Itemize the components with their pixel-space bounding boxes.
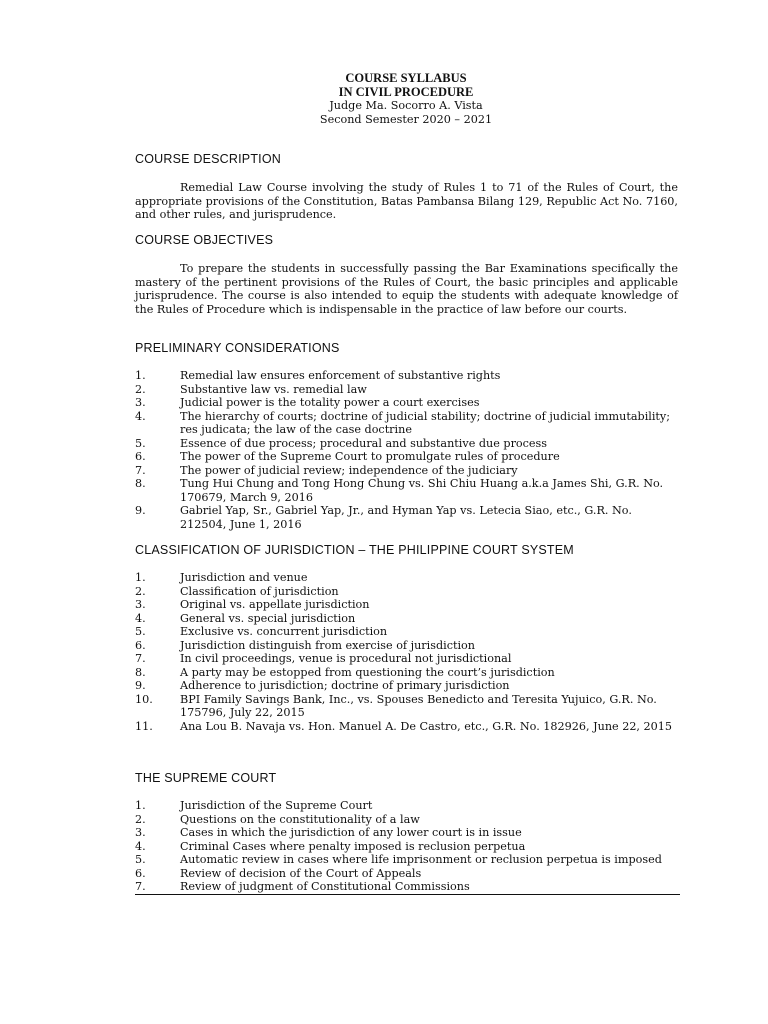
list-item bbox=[135, 437, 680, 451]
item-number: 2. bbox=[135, 382, 146, 396]
item-text: The power of judicial review; independence of the judiciary bbox=[180, 463, 518, 477]
supreme-court-heading: THE SUPREME COURT bbox=[135, 771, 277, 785]
item-text: Jurisdiction and venue bbox=[180, 571, 308, 584]
preliminary-list bbox=[135, 369, 680, 531]
item-number: 4. bbox=[135, 611, 146, 625]
instructor-name: Judge Ma. Socorro A. Vista bbox=[329, 99, 483, 112]
list-item bbox=[135, 396, 680, 410]
list-item bbox=[135, 679, 680, 693]
list-item bbox=[135, 853, 680, 867]
item-text: Gabriel Yap, Sr., Gabriel Yap, Jr., and Hyman Yap vs. Letecia Siao, etc., G.R. No. 212504, June 1, 2016 bbox=[180, 504, 632, 531]
list-item bbox=[135, 826, 680, 840]
item-text: Original vs. appellate jurisdiction bbox=[180, 598, 370, 611]
item-text: BPI Family Savings Bank, Inc., vs. Spouses Benedicto and Teresita Yujuico, G.R. No. 175796, July 22, 2015 bbox=[180, 692, 657, 719]
list-item bbox=[135, 504, 680, 531]
item-number: 7. bbox=[135, 652, 146, 665]
item-number: 9. bbox=[135, 504, 146, 517]
item-text: A party may be estopped from questioning the court’s jurisdiction bbox=[180, 665, 555, 679]
semester-label: Second Semester 2020 – 2021 bbox=[319, 112, 493, 126]
list-item bbox=[135, 383, 680, 397]
list-item bbox=[135, 598, 680, 612]
item-number: 1. bbox=[135, 369, 146, 382]
list-item bbox=[135, 720, 680, 734]
item-number: 2. bbox=[135, 584, 146, 598]
item-text: Criminal Cases where penalty imposed is reclusion perpetua bbox=[180, 839, 526, 853]
title-line-2: IN CIVIL PROCEDURE bbox=[338, 84, 474, 99]
preliminary-heading: PRELIMINARY CONSIDERATIONS bbox=[135, 341, 340, 355]
item-text: Judicial power is the totality power a court exercises bbox=[180, 396, 480, 409]
item-number: 3. bbox=[135, 826, 146, 839]
list-item bbox=[135, 477, 680, 504]
item-number: 7. bbox=[135, 463, 146, 477]
item-number: 6. bbox=[135, 866, 146, 880]
list-item bbox=[135, 693, 680, 720]
item-number: 9. bbox=[135, 679, 146, 692]
list-item bbox=[135, 652, 680, 666]
item-text: Remedial law ensures enforcement of substantive rights bbox=[180, 369, 501, 382]
item-number: 4. bbox=[135, 839, 146, 853]
list-item bbox=[135, 369, 680, 383]
list-item bbox=[135, 799, 680, 813]
item-text: Jurisdiction distinguish from exercise of jurisdiction bbox=[180, 638, 475, 652]
item-text: Essence of due process; procedural and substantive due process bbox=[180, 436, 548, 450]
item-text: Substantive law vs. remedial law bbox=[180, 382, 367, 396]
item-text: Adherence to jurisdiction; doctrine of primary jurisdiction bbox=[180, 679, 510, 692]
list-item bbox=[135, 639, 680, 653]
item-number: 6. bbox=[135, 638, 146, 652]
item-number: 2. bbox=[135, 812, 146, 826]
item-number: 6. bbox=[135, 450, 146, 463]
item-text: Review of decision of the Court of Appeals bbox=[180, 866, 422, 880]
course-objectives-body: To prepare the students in successfully passing the Bar Examinations specifically the mastery of the pertinent provisions of the Rules of Court, the basic principles and applicable jurisprudence. The course is also intended to equip the students with adequate knowledge of the Rules of Procedure which is indispensable in the practice of law before our courts. bbox=[135, 262, 678, 316]
course-objectives-heading: COURSE OBJECTIVES bbox=[135, 233, 274, 247]
item-number: 7. bbox=[135, 880, 146, 893]
list-item bbox=[135, 666, 680, 680]
item-text: Review of judgment of Constitutional Commissions bbox=[180, 880, 470, 893]
item-text: Cases in which the jurisdiction of any lower court is in issue bbox=[180, 826, 522, 839]
item-text: Automatic review in cases where life imprisonment or reclusion perpetua is imposed bbox=[180, 853, 662, 866]
list-item bbox=[135, 813, 680, 827]
item-text: In civil proceedings, venue is procedural not jurisdictional bbox=[180, 652, 512, 665]
item-number: 1. bbox=[135, 799, 146, 812]
list-item bbox=[135, 464, 680, 478]
item-number: 8. bbox=[135, 665, 146, 679]
item-text: General vs. special jurisdiction bbox=[180, 611, 356, 625]
list-item bbox=[135, 450, 680, 464]
item-text: Classification of jurisdiction bbox=[180, 584, 339, 598]
item-text: The power of the Supreme Court to promulgate rules of procedure bbox=[180, 450, 560, 463]
list-item bbox=[135, 625, 680, 639]
jurisdiction-list bbox=[135, 571, 680, 733]
item-number: 3. bbox=[135, 396, 146, 409]
item-text: Ana Lou B. Navaja vs. Hon. Manuel A. De Castro, etc., G.R. No. 182926, June 22, 2015 bbox=[180, 719, 673, 733]
item-number: 10. bbox=[135, 692, 153, 706]
list-item bbox=[135, 571, 680, 585]
item-number: 5. bbox=[135, 625, 146, 638]
item-number: 1. bbox=[135, 571, 146, 584]
item-text: Exclusive vs. concurrent jurisdiction bbox=[180, 625, 388, 638]
course-description-heading: COURSE DESCRIPTION bbox=[135, 152, 281, 166]
item-text: Jurisdiction of the Supreme Court bbox=[180, 799, 373, 812]
syllabus-header bbox=[0, 72, 768, 126]
list-item bbox=[135, 867, 680, 881]
list-item bbox=[135, 612, 680, 626]
list-item bbox=[135, 840, 680, 854]
item-number: 11. bbox=[135, 719, 153, 733]
list-item bbox=[135, 585, 680, 599]
item-number: 5. bbox=[135, 436, 146, 450]
item-number: 5. bbox=[135, 853, 146, 866]
item-text: The hierarchy of courts; doctrine of judicial stability; doctrine of judicial immutability; res judicata; the law of the case doctrine bbox=[180, 409, 671, 436]
jurisdiction-heading: CLASSIFICATION OF JURISDICTION – THE PHILIPPINE COURT SYSTEM bbox=[135, 543, 574, 557]
supreme-court-list bbox=[135, 799, 680, 895]
item-text: Tung Hui Chung and Tong Hong Chung vs. Shi Chiu Huang a.k.a James Shi, G.R. No. 170679, March 9, 2016 bbox=[180, 477, 664, 504]
course-objectives-text bbox=[135, 262, 678, 316]
item-text: Questions on the constitutionality of a law bbox=[180, 812, 420, 826]
list-item bbox=[135, 410, 680, 437]
course-description-text bbox=[135, 181, 678, 222]
list-item bbox=[135, 880, 680, 895]
item-number: 3. bbox=[135, 598, 146, 611]
item-number: 4. bbox=[135, 409, 146, 423]
course-description-body: Remedial Law Course involving the study of Rules 1 to 71 of the Rules of Court, the appropriate provisions of the Constitution, Batas Pambansa Bilang 129, Republic Act No. 7160, and other rules, and jurisprudence. bbox=[135, 181, 678, 221]
title-line-1: COURSE SYLLABUS bbox=[345, 71, 467, 85]
item-number: 8. bbox=[135, 477, 146, 490]
